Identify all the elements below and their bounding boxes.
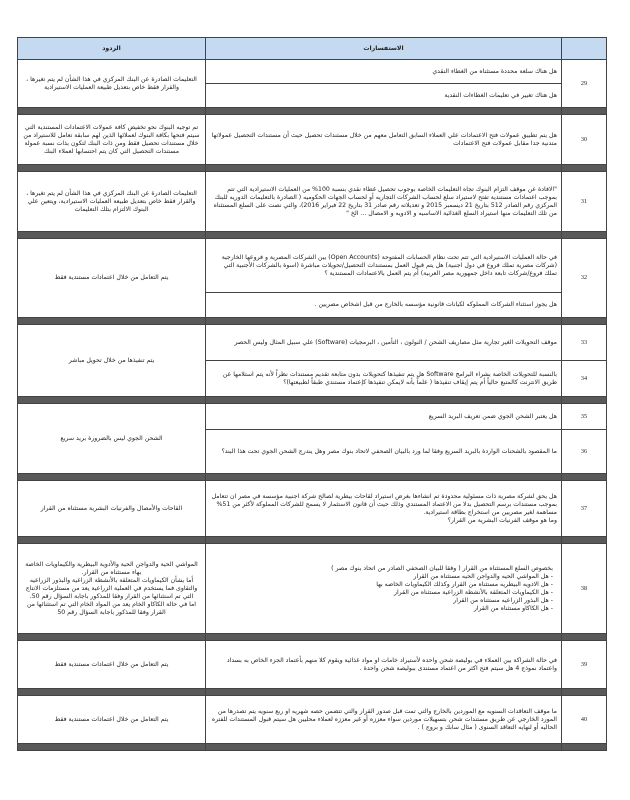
group-separator bbox=[18, 165, 607, 172]
question-cell: هل يتم تطبيق عمولات فتح الاعتمادات علي العملاء السابق التعامل معهم من خلال مستندات تحصيل حيث أن مستندات التحصيل عمولاتها متدنية جدا مقابل عمولات فتح الاعتمادات bbox=[206, 115, 562, 165]
table-row bbox=[18, 325, 607, 361]
response-cell: يتم التعامل من خلال اعتمادات مستندية فقط bbox=[18, 696, 206, 744]
group-separator bbox=[18, 744, 607, 751]
question-cell: هل يعتبر الشحن الجوي ضمن تعريف البريد السريع bbox=[206, 404, 562, 430]
response-cell: يتم التعامل من خلال اعتمادات مستندية فقط bbox=[18, 641, 206, 689]
question-cell: في حالة الشراكة بين العملاء في بوليصة شحن واحده لأستيراد خامات او مواد غذائية ويقوم كلا منهم بأعتماد الجزء الخاص به بسداد واعتماد نموذج 4 هل سيتم فتح اكثر من اعتماد مستندى ببوليصة شحن واحدة . bbox=[206, 641, 562, 689]
question-cell: "الافادة عن موقف التزام البنوك تجاه التعليمات الخاصة بوجوب تحصيل غطاء نقدي بنسبة 100% من العمليات الاستيرادية التي تتم بموجب اعتمادات مستندية تفتح لاستيراد سلع لحساب الشركات التجاريه أو لحساب الجهات الحكوميه ( الصادرة بالتعليمات الدوريه للبنك المركزي رقم الصادر 512 بتاريخ 21 ديسمبر 2015 و تعديلاته رقم صادر 31 بتاريخ 22 فبراير 2016)، والتي نصت على السلع المستثناه من تلك التعليمات منها استيراد السلع الغذائية الاساسيه و الادويه و الامصال ... الخ " bbox=[206, 172, 562, 232]
response-cell: يتم تنفيذها من خلال تحويل مباشر bbox=[18, 325, 206, 397]
table-row bbox=[18, 696, 607, 744]
group-separator bbox=[18, 689, 607, 696]
question-line: - هل الكاكاو مستثناه من القرار bbox=[473, 604, 553, 612]
question-line: - هل الكيماويات المتعلقة بالأنشطة الزراعية مستثناه من القرار bbox=[393, 588, 553, 596]
table-row bbox=[18, 641, 607, 689]
header-number bbox=[562, 38, 607, 60]
table-row bbox=[18, 544, 607, 634]
table-row bbox=[18, 115, 607, 165]
response-cell: يتم التعامل من خلال اعتمادات مستندية فقط bbox=[18, 239, 206, 318]
group-separator bbox=[18, 537, 607, 544]
question-cell: هل هناك تغيير في تعليمات الغطاءات النقدية bbox=[206, 84, 562, 108]
row-number: 33 bbox=[562, 325, 607, 361]
row-number: 38 bbox=[562, 544, 607, 634]
header-responses: الردود bbox=[18, 38, 206, 60]
response-cell: القاحات والأمصال والفرنيات البشرية مستثناه من القرار bbox=[18, 481, 206, 537]
row-number: 40 bbox=[562, 696, 607, 744]
question-cell bbox=[206, 544, 562, 634]
response-cell: التعليمات الصادرة عن البنك المركزي في هذا الشأن لم يتم تغيرها ، والقرار فقط خاص بتعديل طبيعة العمليات الاستيرادية bbox=[18, 60, 206, 108]
table-header-row bbox=[18, 38, 607, 60]
group-separator bbox=[18, 108, 607, 115]
question-line: - هل البذور الزراعيه مستثناه من القرار bbox=[453, 596, 553, 604]
table-row bbox=[18, 481, 607, 537]
response-line: اما في حالة الكاكاو الخام يعد من المواد الخام التي تم استثنائها من القرار وفقا للمذكور باجابة السؤال رقم 50 bbox=[26, 600, 197, 616]
group-separator bbox=[18, 232, 607, 239]
question-cell: موقف التحويلات الغير تجارية مثل مصاريف الشحن / النولون ، التأمين ، البرمجيات (Software) علي سبيل المثال وليس الحصر bbox=[206, 325, 562, 361]
response-cell: تم توجيه البنوك نحو تخفيض كافة عمولات الاعتمادات المستندية التي سيتم فتحها بكافة البنوك لعملائها الذين لهم سابقة تعامل للاستيراد من خلال مستندات تحصيل فقط ومن ذات البنك لتكون بذات نسبة عمولة مستندات التحصيل التي كان يتم احتسابها لعملاء البنك bbox=[18, 115, 206, 165]
row-number: 36 bbox=[562, 430, 607, 474]
question-cell: ما موقف التعاقدات السنويه مع الموردين بالخارج والتي تمت قبل صدور القرار والتي تتضمن حصه شهريه او ربع سنويه يتم تصدرها من المورد الخارجي عن طريق مستندات شحن بتسهيلات موردين سواء معززه أو غير معززه لعملاء محليين هل سيتم قبول المستندات للفتره الحاليه أو لنهايه التعاقد السنوى ( مثال سابك و بروج ) . bbox=[206, 696, 562, 744]
row-number: 30 bbox=[562, 115, 607, 165]
response-cell bbox=[18, 544, 206, 634]
question-cell: في حالة العمليات الاستيرادية التي تتم تحت نظام الحسابات المفتوحة (Open Accounts) بين الشركات المصرية و فروعها الخارجية (شركات مصرية تملك فروع في دول اجنبية) هل يتم قبول العمل بمستندات التحصيل/تحويلات مباشرة (اسوة بالشركات الأجنبية التي تملك فروع/شركات تابعة داخل جمهورية مصر العربية) أم يتم العمل بالاعتمادات المستندية ؟ bbox=[206, 239, 562, 293]
table-row bbox=[18, 60, 607, 84]
row-number: 37 bbox=[562, 481, 607, 537]
question-line: - هل الادويه البيطريه مستثناه من القرار وكذلك الكيماويات الخاصه بها bbox=[376, 580, 553, 588]
row-number: 31 bbox=[562, 172, 607, 232]
question-cell: ما المقصود بالشحنات الواردة بالبريد السريع وفقا لما ورد بالبيان الصحفي لاتحاد بنوك مصر وهل يندرج الشحن الجوي تحت هذا البند؟ bbox=[206, 430, 562, 474]
question-line: بخصوص السلع المستثناه من القرار ( وفقا للبيان الصحفي الصادر من اتحاد بنوك مصر ) bbox=[331, 564, 553, 572]
question-list bbox=[210, 565, 557, 613]
group-separator bbox=[18, 634, 607, 641]
table-row bbox=[18, 404, 607, 430]
row-number: 32 bbox=[562, 239, 607, 318]
question-line: - هل المواشي الحيه والدواجن الحيه مستثناه من القرار bbox=[413, 572, 553, 580]
response-line: أما بشأن الكيماويات المتعلقة بالأنشطة الزراعية والبذور الزراعيه والتقاوى فما يستخدم في العملية الزراعية يعد من مستلزمات الانتاج التي تم استثنائها من القرار وفقا للمذكور باجابة السؤال رقم 50. bbox=[25, 576, 198, 600]
response-cell: الشحن الجوي ليس بالضرورة بريد سريع bbox=[18, 404, 206, 474]
group-separator bbox=[18, 474, 607, 481]
question-cell: هل يحق لشركة مصرية ذات مسئولية محدودة تم انشاءها بغرض استيراد لقاحات بيطرية لصالح شركة اجنبية مؤسسة في مصر ان تتعامل بموجب مستندات برسم التحصيل بدلا من الاعتماد المستندي وذلك حيث أن قانون الاستثمار لا يسمح للشركات المملوكة لأكثر من 51% مساهمة لغير مصريين من استخراج بطاقة استيرادية. وما هو موقف الفرنيات البشرية من القرار؟ bbox=[206, 481, 562, 537]
qa-table bbox=[17, 37, 607, 751]
row-number: 34 bbox=[562, 361, 607, 397]
group-separator bbox=[18, 397, 607, 404]
row-number: 29 bbox=[562, 60, 607, 108]
row-number: 39 bbox=[562, 641, 607, 689]
question-cell: هل هناك سلعة محددة مستثناه من الغطاء النقدي bbox=[206, 60, 562, 84]
group-separator bbox=[18, 318, 607, 325]
question-cell: بالنسبة للتحويلات الخاصة بشراء البرامج Software هل يتم تنفيذها كتحويلات بدون متابعة تقديم مستندات نظراً لأنه يتم استلامها عن طريق الانترنت كالمتبع حالياً أم يتم إيقاف تنفيذها ( علماً بأنه لايمكن تنفيذها كإعتماد مستندي طبقاً لطبيعتها)؟ bbox=[206, 361, 562, 397]
table-row bbox=[18, 172, 607, 232]
table-row bbox=[18, 239, 607, 293]
header-inquiries: الاستفسارات bbox=[206, 38, 562, 60]
response-line: المواشي الحية والدواجن الحية والأدوية البيطرية والكيماويات الخاصة بهاء مستثناه من القرار. bbox=[25, 560, 198, 576]
response-cell: التعليمات الصادرة عن البنك المركزي في هذا الشأن لم يتم تغيرها ، والقرار فقط خاص بتعديل طبيعة العمليات الاستيرادية، ويتعين علي البنوك الالتزام بتلك التعليمات bbox=[18, 172, 206, 232]
row-number: 35 bbox=[562, 404, 607, 430]
question-cell: هل يجوز استثناء الشركات المملوكه لكيانات قانونية مؤسسه بالخارج من قبل اشخاص مصريين . bbox=[206, 293, 562, 318]
